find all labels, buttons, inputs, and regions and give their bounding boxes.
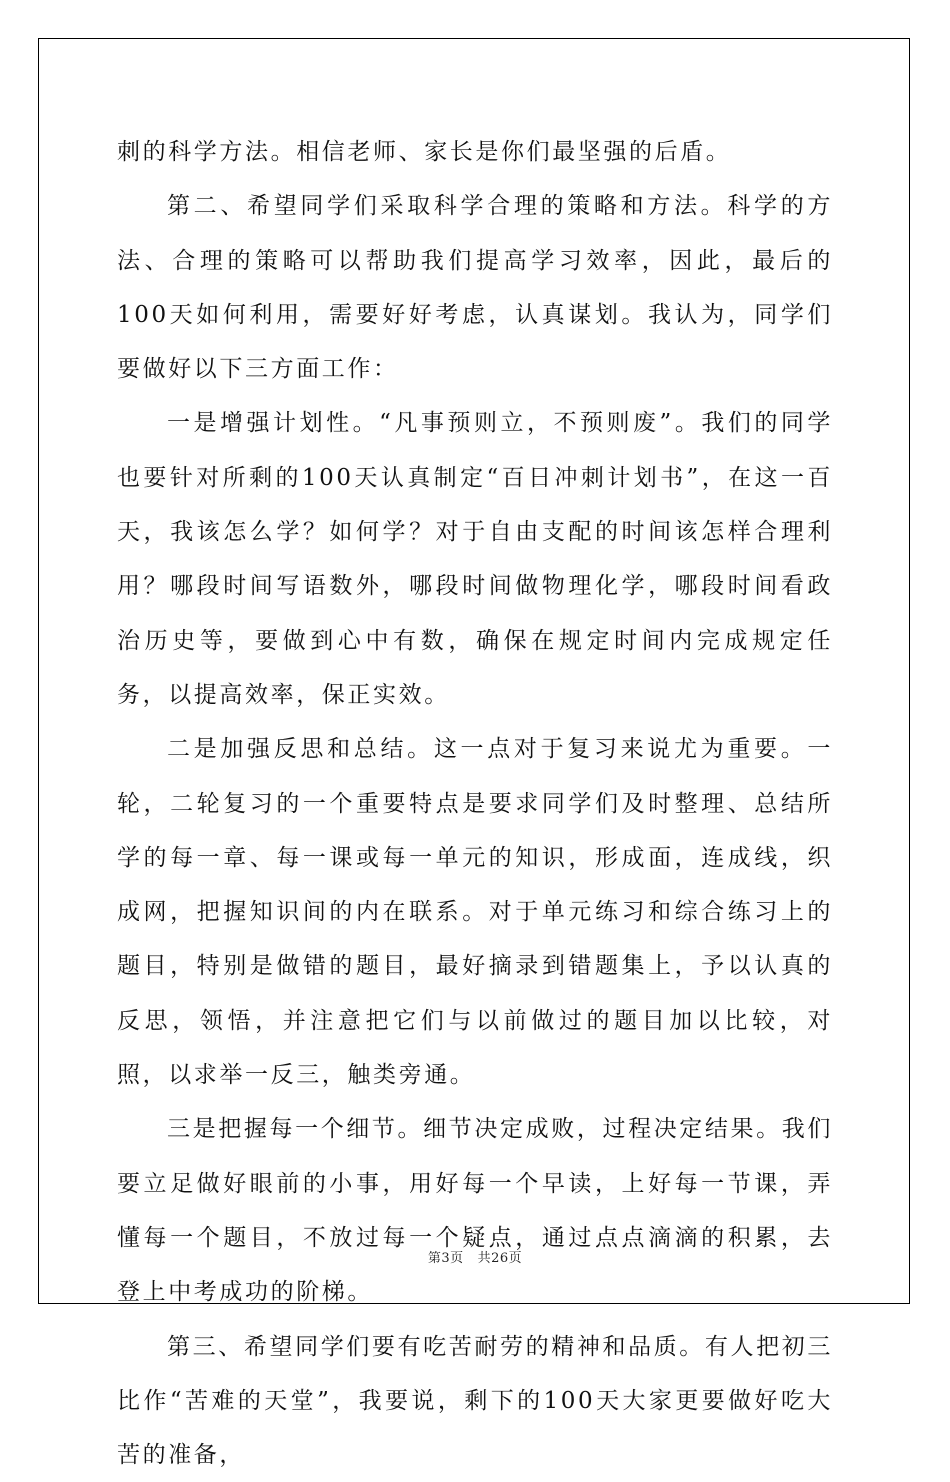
paragraph-details: 三是把握每一个细节。细节决定成败，过程决定结果。我们要立足做好眼前的小事，用好每一个早读，上好每一节课，弄懂每一个题目，不放过每一个疑点，通过点点滴滴的积累，去登上中考成功的阶梯。 [117, 1116, 833, 1306]
document-body [117, 125, 833, 1482]
paragraph-third-hope: 第三、希望同学们要有吃苦耐劳的精神和品质。有人把初三比作“苦难的天堂”，我要说，剩下的100天大家更要做好吃大苦的准备， [117, 1333, 833, 1469]
page-number: 第3页 [427, 1251, 464, 1266]
paragraph-continuation: 刺的科学方法。相信老师、家长是你们最坚强的后盾。 [117, 139, 732, 165]
paragraph-reflection: 二是加强反思和总结。这一点对于复习来说尤为重要。一轮，二轮复习的一个重要特点是要求同学们及时整理、总结所学的每一章、每一课或每一单元的知识，形成面，连成线，织成网，把握知识间的内在联系。对于单元练习和综合练习上的题目，特别是做错的题目，最好摘录到错题集上，予以认真的反思，领悟，并注意把它们与以前做过的题目加以比较，对照，以求举一反三，触类旁通。 [117, 736, 833, 1089]
page-footer [0, 1247, 950, 1266]
paragraph-second-hope: 第二、希望同学们采取科学合理的策略和方法。科学的方法、合理的策略可以帮助我们提高学习效率，因此，最后的100天如何利用，需要好好考虑，认真谋划。我认为，同学们要做好以下三方面工作： [117, 193, 833, 383]
paragraph-planning: 一是增强计划性。“凡事预则立，不预则废”。我们的同学也要针对所剩的100天认真制定“百日冲刺计划书”，在这一百天，我该怎么学？如何学？对于自由支配的时间该怎样合理利用？哪段时间写语数外，哪段时间做物理化学，哪段时间看政治历史等，要做到心中有数，确保在规定时间内完成规定任务，以提高效率，保正实效。 [117, 410, 833, 708]
page-total: 共26页 [477, 1251, 523, 1266]
